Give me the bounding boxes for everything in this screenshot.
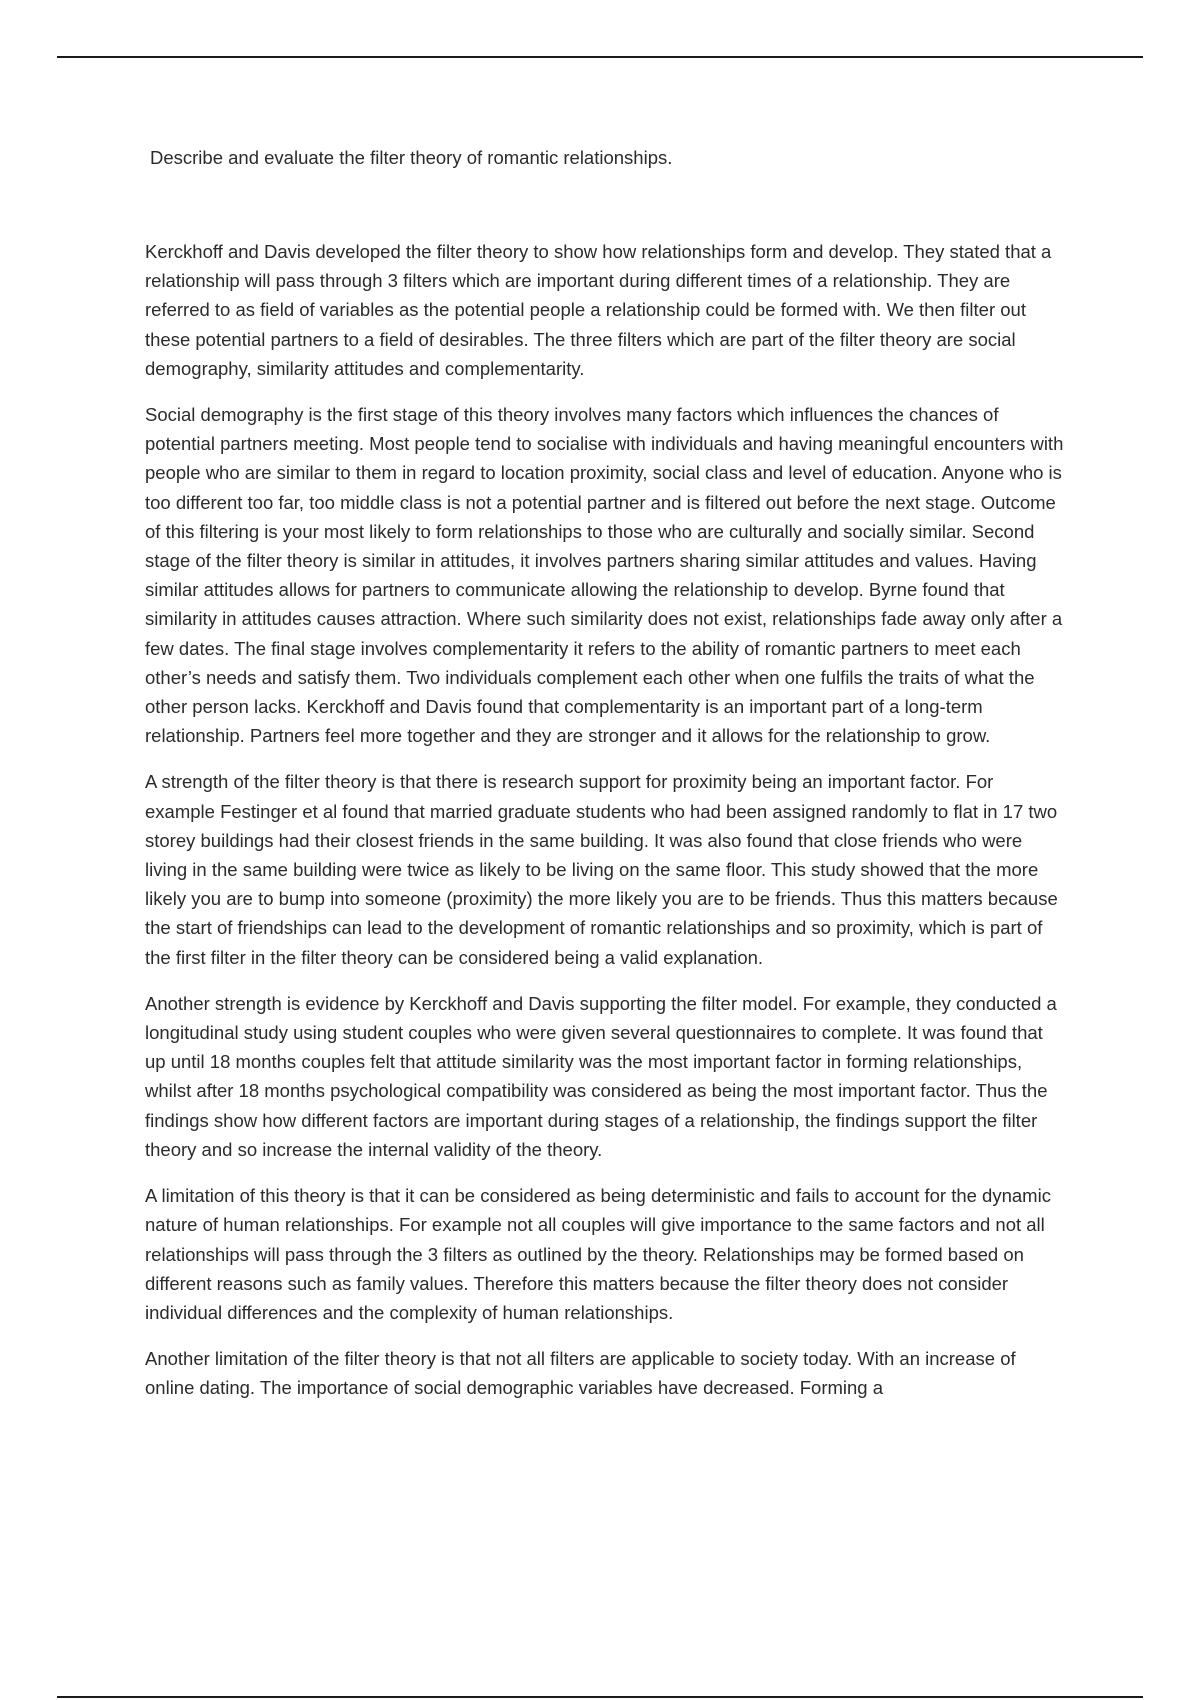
paragraph-strength-proximity: A strength of the filter theory is that there is research support for proximity being an important factor. For example Festinger et al found that married graduate students who had been assigned randomly to flat in 17 two storey buildings had their closest friends in the same building. It was also found that close friends who were living in the same building were twice as likely to be living on the same floor. This study showed that the more likely you are to bump into someone (proximity) the more likely you are to be friends. Thus this matters because the start of friendships can lead to the development of romantic relationships and so proximity, which is part of the first filter in the filter theory can be considered being a valid explanation. xyxy=(145,771,1058,968)
footer-rule xyxy=(57,1696,1143,1698)
paragraph-limitation-deterministic: A limitation of this theory is that it can be considered as being deterministic and fails to account for the dynamic nature of human relationships. For example not all couples will give importance to the same factors and not all relationships will pass through the 3 filters as outlined by the theory. Relationships may be formed based on different reasons such as family values. Therefore this matters because the filter theory does not consider individual differences and the complexity of human relationships. xyxy=(145,1185,1051,1323)
paragraph-limitation-online-dating: Another limitation of the filter theory is that not all filters are applicable to society today. With an increase of online dating. The importance of social demographic variables have decreased. Forming a xyxy=(145,1348,1016,1399)
paragraph-filters: Social demography is the first stage of this theory involves many factors which influences the chances of potential partners meeting. Most people tend to socialise with individuals and having meaningful encounters with people who are similar to them in regard to location proximity, social class and level of education. Anyone who is too different too far, too middle class is not a potential partner and is filtered out before the next stage. Outcome of this filtering is your most likely to form relationships to those who are culturally and socially similar. Second stage of the filter theory is similar in attitudes, it involves partners sharing similar attitudes and values. Having similar attitudes allows for partners to communicate allowing the relationship to develop. Byrne found that similarity in attitudes causes attraction. Where such similarity does not exist, relationships fade away only after a few dates. The final stage involves complementarity it refers to the ability of romantic partners to meet each other’s needs and satisfy them. Two individuals complement each other when one fulfils the traits of what the other person lacks. Kerckhoff and Davis found that complementarity is an important part of a long-term relationship. Partners feel more together and they are stronger and it allows for the relationship to grow. xyxy=(145,404,1064,747)
paragraph-introduction: Kerckhoff and Davis developed the filter theory to show how relationships form and develop. They stated that a relationship will pass through 3 filters which are important during different times of a relationship. They are referred to as field of variables as the potential people a relationship could be formed with. We then filter out these potential partners to a field of desirables. The three filters which are part of the filter theory are social demography, similarity attitudes and complementarity. xyxy=(145,241,1052,379)
essay-body xyxy=(145,237,1065,1420)
essay-question: Describe and evaluate the filter theory of romantic relationships. xyxy=(150,147,673,168)
paragraph-strength-evidence: Another strength is evidence by Kerckhoff and Davis supporting the filter model. For example, they conducted a longitudinal study using student couples who were given several questionnaires to complete. It was found that up until 18 months couples felt that attitude similarity was the most important factor in forming relationships, whilst after 18 months psychological compatibility was considered as being the most important factor. Thus the findings show how different factors are important during stages of a relationship, the findings support the filter theory and so increase the internal validity of the theory. xyxy=(145,992,1057,1160)
header-rule xyxy=(57,56,1143,58)
